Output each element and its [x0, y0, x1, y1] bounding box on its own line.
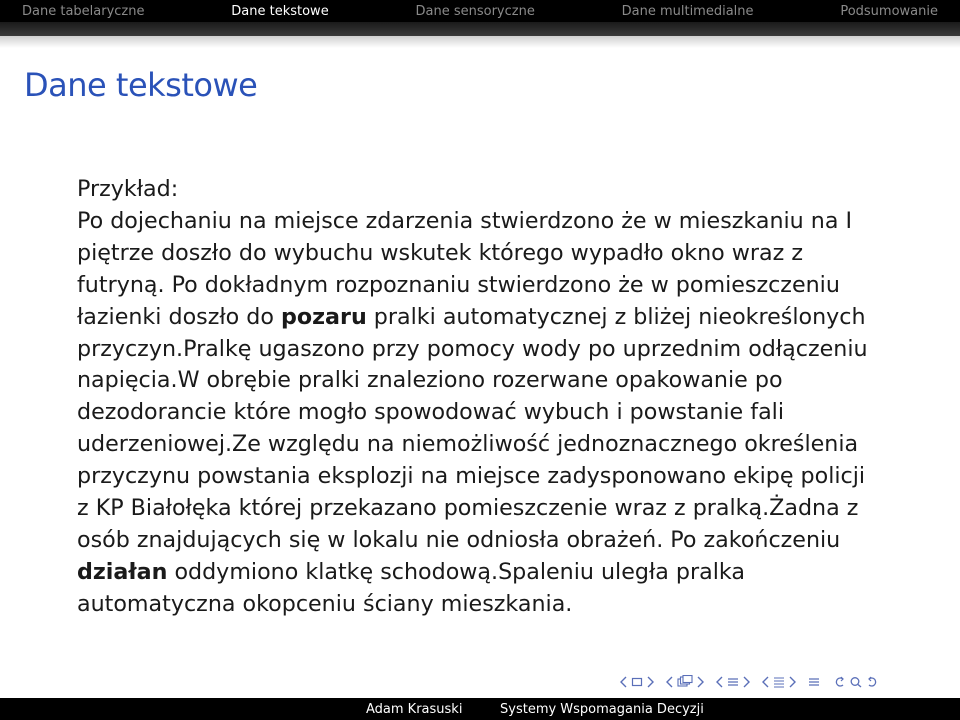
- slide-content: [77, 174, 877, 621]
- nav-section-dane-tekstowe[interactable]: Dane tekstowe: [231, 3, 329, 19]
- nav-prev-part-icon[interactable]: [762, 676, 770, 688]
- example-paragraph: [77, 206, 877, 621]
- nav-section-dane-sensoryczne[interactable]: Dane sensoryczne: [415, 3, 535, 19]
- nav-next-part-icon[interactable]: [788, 676, 796, 688]
- footer-bar: [0, 698, 960, 720]
- search-icon[interactable]: [849, 676, 863, 688]
- title-bar: [0, 22, 960, 36]
- nav-prev-section-icon[interactable]: [716, 676, 724, 688]
- title-bar-shadow: [0, 36, 960, 48]
- nav-section-podsumowanie[interactable]: Podsumowanie: [840, 3, 938, 19]
- frame-icon: [631, 676, 643, 688]
- align-icon[interactable]: [808, 676, 820, 688]
- forward-icon[interactable]: [866, 676, 880, 688]
- frame-title: Dane tekstowe: [24, 66, 258, 104]
- highlight-word-1: pozaru: [281, 303, 367, 330]
- section-navigation: [0, 0, 960, 22]
- nav-prev-frame-icon[interactable]: [620, 676, 628, 688]
- paragraph-text-2: pralki automatycznej z bliżej nieokreślonych przyczyn.Pralkę ugaszono przy pomocy wody po uprzednim odłączeniu napięcia.W obrębie pralki znaleziono rozerwane opakowanie po dezodorancie które mogło spowodować wybuch i powstanie fali uderzeniowej.Ze względu na niemożliwość jednoznacznego określenia przyczynu powstania eksplozji na miejsce zadysponowano ekipę policji z KP Białołęka której przekazano pomieszczenie wraz z pralką.Żadna z osób znajdujących się w lokalu nie odniosła obrażeń. Po zakończeniu: [77, 303, 868, 553]
- paragraph-text-1: Po dojechaniu na miejsce zdarzenia stwierdzono że w mieszkaniu na I piętrze doszło do wybuchu wskutek którego wypadło okno wraz z futryną. Po dokładnym rozpoznaniu stwierdzono że w pomieszczeniu łazienki doszło do: [77, 207, 853, 330]
- paragraph-text-3: oddymiono klatkę schodową.Spaleniu uległa pralka automatyczna okopceniu ściany mieszkania.: [77, 558, 745, 617]
- nav-next-section-icon[interactable]: [742, 676, 750, 688]
- nav-section-dane-tabelaryczne[interactable]: Dane tabelaryczne: [22, 3, 145, 19]
- footer-course-title: Systemy Wspomagania Decyzji: [500, 701, 704, 717]
- footer-author: Adam Krasuski: [366, 701, 463, 717]
- nav-section-dane-multimedialne[interactable]: Dane multimedialne: [621, 3, 754, 19]
- nav-prev-subsection-icon[interactable]: [666, 676, 674, 688]
- back-icon[interactable]: [832, 676, 846, 688]
- nav-next-subsection-icon[interactable]: [696, 676, 704, 688]
- intro-label: Przykład:: [77, 176, 179, 202]
- beamer-navigation-symbols: [620, 672, 886, 692]
- subsection-icon: [677, 675, 693, 689]
- highlight-word-2: działan: [77, 558, 168, 585]
- section-icon: [727, 676, 739, 688]
- nav-next-frame-icon[interactable]: [646, 676, 654, 688]
- part-icon: [773, 676, 785, 688]
